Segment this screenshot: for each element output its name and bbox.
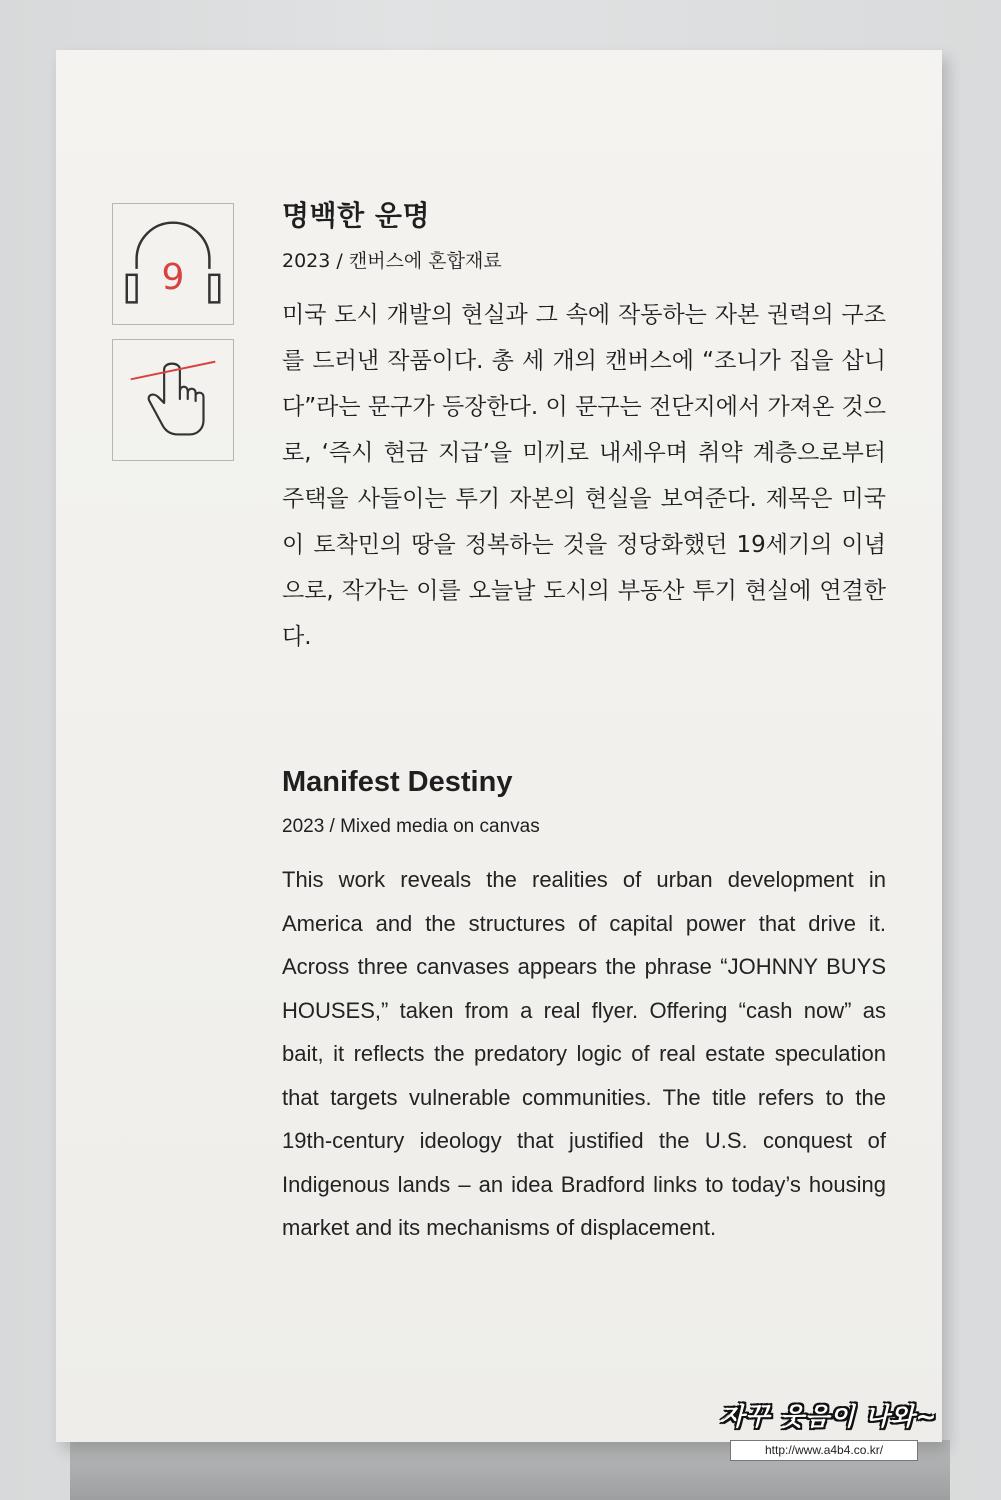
title-korean: 명백한 운명 xyxy=(282,199,430,232)
watermark xyxy=(720,1400,970,1461)
subtitle-korean: 2023 / 캔버스에 혼합재료 xyxy=(282,250,502,272)
audio-guide-number: 9 xyxy=(161,257,185,298)
watermark-url[interactable]: http://www.a4b4.co.kr/ xyxy=(730,1440,918,1461)
no-touch-box xyxy=(112,339,234,461)
description-korean: 미국 도시 개발의 현실과 그 속에 작동하는 자본 권력의 구조를 드러낸 작품이다. 총 세 개의 캔버스에 “조니가 집을 삽니다”라는 문구가 등장한다. 이 문구는 전단지에서 가져온 것으로, ‘즉시 현금 지급’을 미끼로 내세우며 취약 계층으로부터 주택을 사들이는 투기 자본의 현실을 보여준다. 제목은 미국이 토착민의 땅을 정복하는 것을 정당화했던 19세기의 이념으로, 작가는 이를 오늘날 도시의 부동산 투기 현실에 연결한다. xyxy=(282,302,886,650)
audio-guide-box xyxy=(112,203,234,325)
label-content xyxy=(282,196,886,1250)
description-english: This work reveals the realities of urban development in America and the structures of capital power that drive it. Across three canvases appears the phrase “JOHNNY BUYS HOUSES,” taken from a real flyer. Offering “cash now” as bait, it reflects the predatory logic of real estate speculation that targets vulnerable communities. The title refers to the 19th-century ideology that justified the U.S. conquest of Indigenous lands – an idea Bradford links to today’s housing market and its mechanisms of displacement. xyxy=(282,867,886,1240)
title-english: Manifest Destiny xyxy=(282,766,513,798)
no-touch-icon xyxy=(113,340,233,460)
subtitle-english: 2023 / Mixed media on canvas xyxy=(282,816,540,837)
exhibit-label-panel xyxy=(56,50,942,1442)
watermark-text: 자꾸 웃음이 나와~ xyxy=(720,1402,938,1431)
